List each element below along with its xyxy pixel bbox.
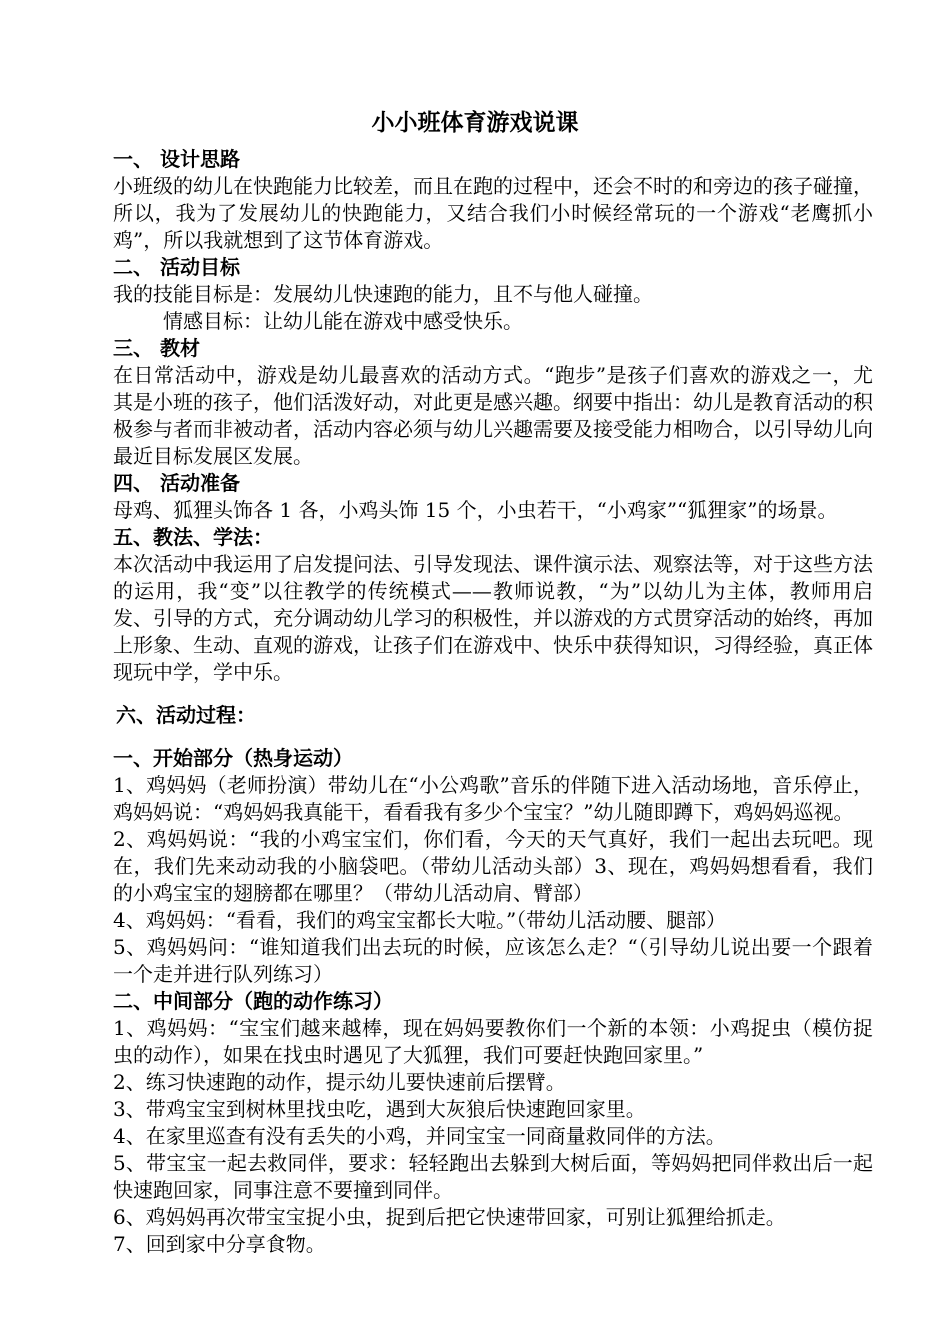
list-item: 5、带宝宝一起去救同伴，要求：轻轻跑出去躲到大树后面，等妈妈把同伴救出后一起快速跑回家，同事注意不要撞到同伴。: [113, 1151, 873, 1202]
list-item: 2、鸡妈妈说：“我的小鸡宝宝们，你们看，今天的天气真好，我们一起出去玩吧。现在，我们先来动动我的小脑袋吧。（带幼儿活动头部）3、现在，鸡妈妈想看看，我们的小鸡宝宝的翅膀都在哪里？（带幼儿活动肩、臂部）: [113, 827, 873, 905]
section-heading-preparation: 四、 活动准备: [113, 471, 240, 495]
section-heading-material: 三、 教材: [113, 336, 200, 360]
section-text-material: 在日常活动中，游戏是幼儿最喜欢的活动方式。“跑步”是孩子们喜欢的游戏之一，尤其是小班的孩子，他们活泼好动，对此更是感兴趣。纲要中指出：幼儿是教育活动的积极参与者而非被动者，活动内容必须与幼儿兴趣需要及接受能力相吻合，以引导幼儿向最近目标发展区发展。: [113, 363, 873, 468]
document-body: [113, 146, 873, 1258]
list-item: 4、在家里巡查有没有丢失的小鸡，并同宝宝一同商量救同伴的方法。: [113, 1124, 726, 1148]
part-heading-running: 二、中间部分（跑的动作练习）: [113, 989, 393, 1013]
section-heading-process: 六、活动过程：: [116, 703, 256, 727]
section-text-design: 小班级的幼儿在快跑能力比较差，而且在跑的过程中，还会不时的和旁边的孩子碰撞，所以，我为了发展幼儿的快跑能力，又结合我们小时候经常玩的一个游戏“老鹰抓小鸡”，所以我就想到了这节体育游戏。: [113, 174, 873, 252]
list-item: 7、回到家中分享食物。: [113, 1232, 326, 1256]
document-title: 小小班体育游戏说课: [371, 109, 579, 136]
list-item: 4、鸡妈妈：“看看，我们的鸡宝宝都长大啦。”（带幼儿活动腰、腿部）: [113, 908, 727, 932]
list-item: 1、鸡妈妈（老师扮演）带幼儿在“小公鸡歌”音乐的伴随下进入活动场地，音乐停止，鸡妈妈说：“鸡妈妈我真能干，看看我有多少个宝宝？”幼儿随即蹲下，鸡妈妈巡视。: [113, 773, 873, 824]
section-text-methods: 本次活动中我运用了启发提问法、引导发现法、课件演示法、观察法等，对于这些方法的运用，我“变”以往教学的传统模式——教师说教，“为”以幼儿为主体，教师用启发、引导的方式，充分调动幼儿学习的积极性，并以游戏的方式贯穿活动的始终，再加上形象、生动、直观的游戏，让孩子们在游戏中、快乐中获得知识，习得经验，真正体现玩中学，学中乐。: [113, 552, 873, 684]
goal-emotion: 情感目标：让幼儿能在游戏中感受快乐。: [163, 309, 523, 333]
section-text-preparation: 母鸡、狐狸头饰各 1 各，小鸡头饰 15 个，小虫若干，“小鸡家”“狐狸家”的场景。: [113, 498, 838, 522]
goal-skill: 我的技能目标是：发展幼儿快速跑的能力，且不与他人碰撞。: [113, 282, 653, 306]
part-heading-warmup: 一、开始部分（热身运动）: [113, 746, 353, 770]
section-heading-design: 一、 设计思路: [113, 147, 240, 171]
list-item: 3、带鸡宝宝到树林里找虫吃，遇到大灰狼后快速跑回家里。: [113, 1097, 646, 1121]
list-item: 5、鸡妈妈问：“谁知道我们出去玩的时候，应该怎么走？“（引导幼儿说出要一个跟着一个走并进行队列练习）: [113, 935, 873, 986]
list-item: 1、鸡妈妈：“宝宝们越来越棒，现在妈妈要教你们一个新的本领：小鸡捉虫（模仿捉虫的动作），如果在找虫时遇见了大狐狸，我们可要赶快跑回家里。”: [113, 1016, 873, 1067]
list-item: 6、鸡妈妈再次带宝宝捉小虫，捉到后把它快速带回家，可别让狐狸给抓走。: [113, 1205, 786, 1229]
section-heading-goals: 二、 活动目标: [113, 255, 240, 279]
section-heading-methods: 五、教法、学法：: [113, 525, 273, 549]
list-item: 2、练习快速跑的动作，提示幼儿要快速前后摆臂。: [113, 1070, 566, 1094]
